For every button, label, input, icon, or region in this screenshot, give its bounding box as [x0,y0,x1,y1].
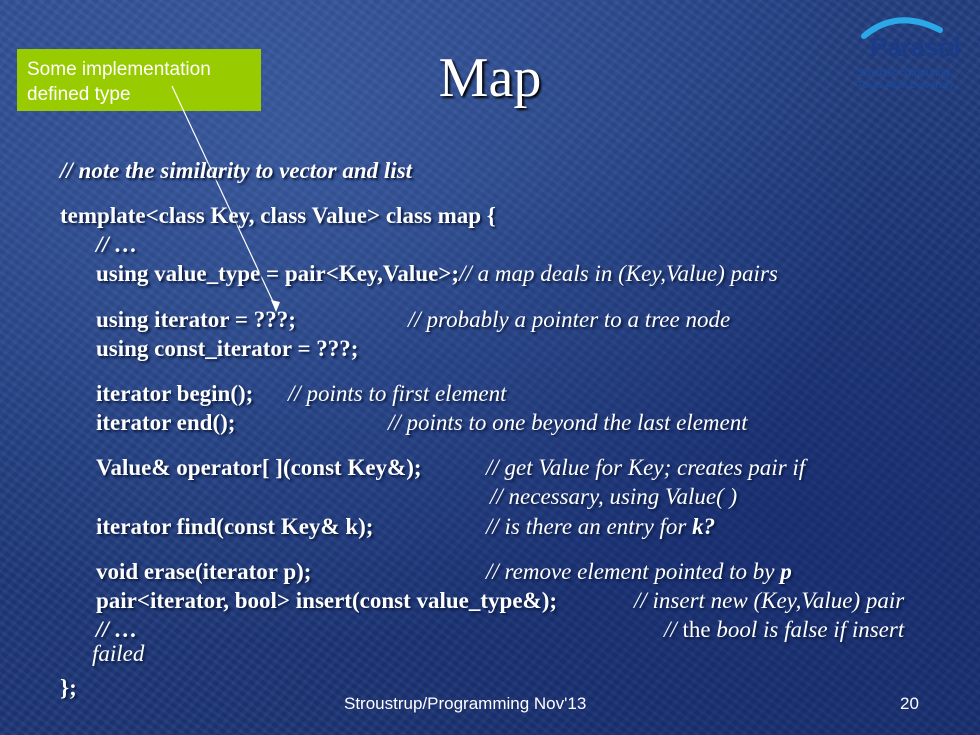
code-operator: Value& operator[ ](const Key&); [96,455,422,480]
logo-name: Parasol [870,32,961,62]
code-end-comment: // points to one beyond the last element [388,410,748,435]
callout-line-2: defined type [27,84,131,105]
comment-text-bool: bool is false if insert [710,617,905,642]
code-insert-comment: // insert new (Key,Value) pair [634,588,905,613]
code-insert-comment-2 [664,617,904,643]
code-begin: iterator begin(); [96,381,254,406]
code-erase: void erase(iterator p); [96,559,312,584]
code-begin-comment: // points to first element [288,381,507,406]
callout-line-1: Some implementation [27,59,211,80]
code-ellipsis-1: // … [96,232,138,257]
code-text: using value_type = pair<Key,Value>; [96,261,460,286]
code-insert: pair<iterator, bool> insert(const value_type&); [96,588,558,613]
comment-text: // [664,617,683,642]
code-erase-comment [486,559,792,585]
code-closing-brace: }; [60,675,77,700]
logo-tagline: Smarter computing. [857,67,953,79]
code-value-type [96,261,778,287]
logo-org: Texas A&M University [857,80,954,91]
page-number: 20 [900,694,919,713]
comment-text: // note the similarity to [60,158,280,183]
code-operator-comment-2: // necessary, using Value( ) [490,484,738,509]
code-find: iterator find(const Key& k); [96,514,374,539]
comment-text: // is there an entry for [486,514,693,539]
code-const-iterator: using const_iterator = ???; [96,336,359,361]
keyword-p: p [780,559,792,584]
comment-text: // remove element pointed to by [486,559,781,584]
keyword-vector: vector [279,158,337,183]
code-end: iterator end(); [96,410,236,435]
code-template-line: template<class Key, class Value> class map { [60,203,496,228]
code-comment: // a map deals in (Key,Value) pairs [459,261,778,286]
comment-text-and: and [336,158,384,183]
footer-credit: Stroustrup/Programming Nov'13 [344,694,587,713]
code-insert-comment-3: failed [92,641,145,666]
slide-title: Map [438,47,542,109]
code-operator-comment: // get Value for Key; creates pair if [486,455,806,480]
keyword-k: k? [692,514,716,539]
code-comment-similarity [60,158,412,184]
code-iterator: using iterator = ???; [96,307,296,332]
comment-the: the [682,617,711,642]
code-iterator-comment: // probably a pointer to a tree node [408,307,731,332]
code-ellipsis-2: // … [96,617,138,642]
keyword-list: list [383,158,413,183]
code-find-comment [486,514,715,540]
